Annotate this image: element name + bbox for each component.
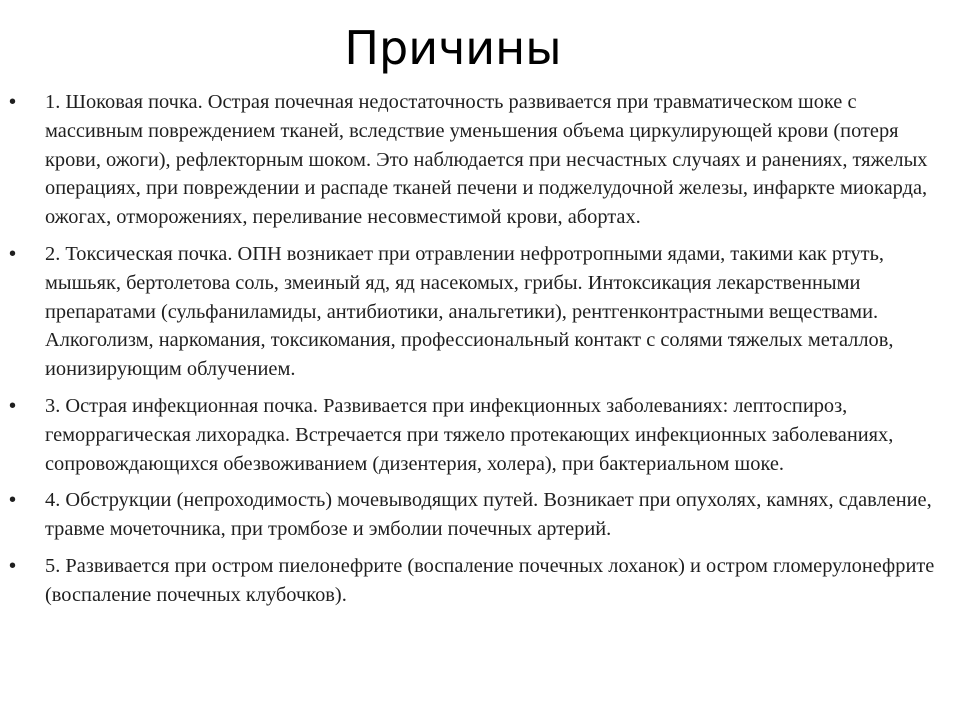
- list-item: [0, 392, 935, 478]
- bullet-icon: •: [9, 394, 17, 417]
- bullet-icon: •: [9, 91, 17, 113]
- list-item: [0, 88, 935, 232]
- cause-text-nephritis: 5. Развивается при остром пиелонефрите (воспаление почечных лоханок) и остром гломерулонефрите (воспаление почечных клубочков).: [45, 554, 935, 606]
- cause-text-infectious-kidney: 3. Острая инфекционная почка. Развивается при инфекционных заболеваниях: лептоспироз, геморрагическая лихорадка. Встречается при тяжело протекающих инфекционных заболеваниях, сопровождающихся обезвоживанием (дизентерия, холера), при бактериальном шоке.: [45, 394, 894, 475]
- list-item: [0, 240, 935, 384]
- bullet-icon: •: [9, 554, 17, 577]
- bullet-icon: •: [9, 489, 17, 512]
- causes-list: [0, 88, 960, 618]
- cause-text-toxic-kidney: 2. Токсическая почка. ОПН возникает при отравлении нефротропными ядами, такими как ртуть, мышьяк, бертолетова соль, змеиный яд, яд насекомых, грибы. Интоксикация лекарственными препаратами (сульфаниламиды, антибиотики, анальгетики), рентгенконтрастными веществами. Алкоголизм, наркомания, токсикомания, профессиональный контакт с солями тяжелых металлов, ионизирующим облучением.: [45, 242, 894, 381]
- slide-title: Причины: [344, 21, 562, 75]
- list-item: [0, 552, 935, 610]
- list-item: [0, 486, 935, 544]
- cause-text-shock-kidney: 1. Шоковая почка. Острая почечная недостаточность развивается при травматическом шоке с массивным повреждением тканей, вследствие уменьшения объема циркулирующей крови (потеря крови, ожоги), рефлекторным шоком. Это наблюдается при несчастных случаях и ранениях, тяжелых операциях, при повреждении и распаде тканей печени и поджелудочной железы, инфаркте миокарда, ожогах, отморожениях, переливание несовместимой крови, абортах.: [45, 91, 928, 229]
- cause-text-obstruction: 4. Обструкции (непроходимость) мочевыводящих путей. Возникает при опухолях, камнях, сдавление, травме мочеточника, при тромбозе и эмболии почечных артерий.: [45, 489, 932, 541]
- bullet-icon: •: [9, 242, 17, 265]
